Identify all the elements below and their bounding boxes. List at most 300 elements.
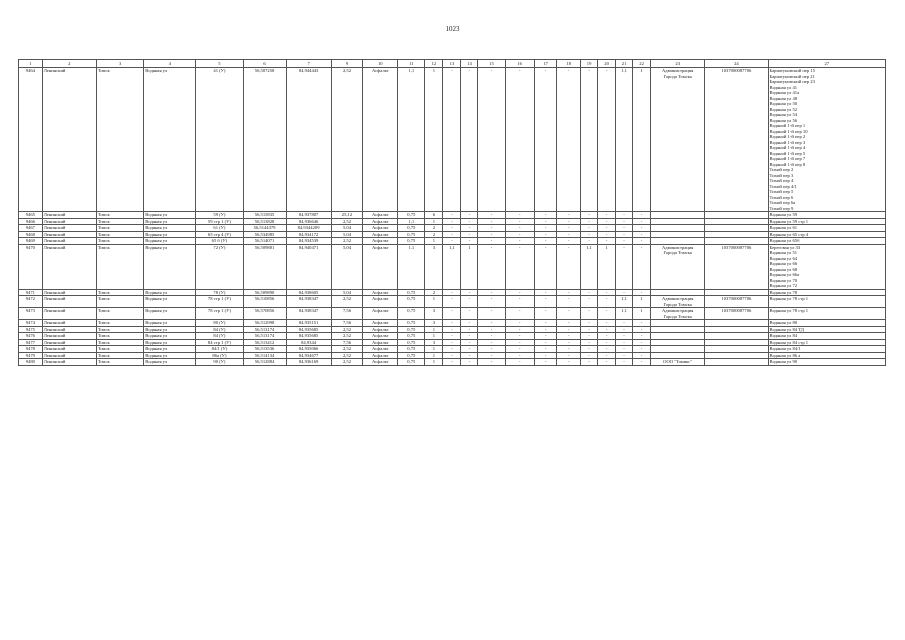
cell-line: Водяная ул 65 стр 4	[769, 231, 809, 237]
table-cell: 5,04	[331, 289, 363, 296]
table-cell: 2,52	[331, 326, 363, 333]
table-cell: -	[461, 339, 478, 346]
cell-line: Водяная ул 84	[769, 333, 798, 338]
cell-line: Водяная ул 59 стр 1	[769, 218, 809, 224]
table-cell: 1,1	[398, 218, 425, 225]
table-cell: Асфальт	[363, 333, 398, 340]
table-cell	[651, 296, 705, 308]
table-cell: -	[616, 231, 633, 238]
table-cell: -	[598, 326, 616, 333]
table-cell: -	[633, 346, 651, 353]
registry-table	[18, 59, 886, 366]
table-cell: Асфальт	[363, 238, 398, 245]
cell-line: Администрация	[661, 68, 694, 73]
table-cell: -	[598, 289, 616, 296]
table-cell: -	[505, 238, 534, 245]
table-cell: 9477	[19, 339, 43, 346]
cell-line: Водяная ул 65б	[769, 238, 800, 243]
table-cell: Водяная ул	[144, 244, 196, 289]
cell-line: Водяной 1-й пер 7	[769, 156, 806, 161]
cell-line: Тихий пер 2	[769, 167, 794, 172]
table-cell: 3	[425, 320, 443, 327]
table-cell: Ленинский	[42, 333, 96, 340]
table-cell: 1,1	[616, 68, 633, 212]
table-cell: -	[461, 308, 478, 320]
table-cell: 9480	[19, 359, 43, 366]
table-cell	[768, 244, 886, 289]
table-cell: Ленинский	[42, 231, 96, 238]
table-cell: 9473	[19, 308, 43, 320]
table-cell: -	[534, 333, 557, 340]
table-cell: -	[505, 308, 534, 320]
table-cell: -	[534, 320, 557, 327]
table-cell: 1,1	[616, 296, 633, 308]
table-cell: -	[478, 326, 505, 333]
table-cell: Томск	[96, 244, 143, 289]
cell-line: Бариатуновский пер 21	[769, 73, 815, 79]
table-cell: -	[581, 352, 598, 359]
column-header: 4	[144, 60, 196, 68]
table-cell: -	[598, 238, 616, 245]
table-cell: Ленинский	[42, 339, 96, 346]
cell-line: Водяная ул 78 стр 1	[769, 296, 809, 301]
table-cell: 56,513174	[243, 333, 286, 340]
table-cell: -	[616, 212, 633, 219]
table-cell: 1	[425, 296, 443, 308]
table-cell: -	[443, 238, 461, 245]
table-cell: -	[581, 218, 598, 225]
table-cell: -	[581, 212, 598, 219]
table-cell: 9479	[19, 352, 43, 359]
column-header: 14	[461, 60, 478, 68]
table-cell: -	[443, 333, 461, 340]
cell-line: Тихий пер 4/1	[769, 183, 797, 189]
cell-line: Водяной 1-й пер 4	[769, 145, 806, 150]
table-cell: -	[633, 218, 651, 225]
table-cell: 84,935151	[286, 320, 331, 327]
cell-line: Водяная ул 41	[769, 84, 798, 90]
table-cell: Асфальт	[363, 225, 398, 232]
table-cell	[651, 244, 705, 289]
table-cell: 56,513536	[243, 346, 286, 353]
table-cell: 56,512884	[243, 359, 286, 366]
cell-line: Города Томска	[663, 313, 692, 319]
table-cell: -	[633, 352, 651, 359]
table-cell: 0,75	[398, 346, 425, 353]
table-cell: 84 стр 1 (У)	[196, 339, 243, 346]
table-cell: 0,75	[398, 212, 425, 219]
table-cell: -	[581, 320, 598, 327]
table-cell: 61 (У)	[196, 225, 243, 232]
table-cell: -	[581, 339, 598, 346]
table-cell: -	[633, 320, 651, 327]
cell-line: Водяной 1-й пер 1	[769, 123, 806, 128]
table-cell: -	[443, 225, 461, 232]
cell-line: Водяная ул 41а	[769, 90, 800, 95]
cell-line: Тихий пер 5	[769, 189, 794, 194]
table-cell: 90 (У)	[196, 359, 243, 366]
table-cell: -	[616, 333, 633, 340]
table-cell: -	[443, 326, 461, 333]
column-header: 22	[633, 60, 651, 68]
table-cell: -	[478, 244, 505, 289]
table-cell	[705, 359, 768, 366]
table-cell: 1	[425, 333, 443, 340]
table-cell: -	[598, 212, 616, 219]
table-cell: -	[443, 289, 461, 296]
table-cell: 84,944443	[286, 68, 331, 212]
table-cell: 56,570856	[243, 308, 286, 320]
table-cell	[651, 308, 705, 320]
table-cell: 5,04	[331, 231, 363, 238]
cell-line: Администрация	[661, 308, 694, 313]
table-cell: 84,934539	[286, 238, 331, 245]
table-cell: -	[598, 339, 616, 346]
table-cell: 2,52	[331, 346, 363, 353]
table-cell: -	[534, 68, 557, 212]
table-cell: 0,75	[398, 308, 425, 320]
column-header: 13	[443, 60, 461, 68]
table-cell: 84,935685	[286, 326, 331, 333]
table-cell: -	[534, 289, 557, 296]
cell-line: Водяная ул 61	[769, 225, 798, 230]
table-cell: 65 стр 4 (У)	[196, 231, 243, 238]
table-cell: -	[633, 238, 651, 245]
table-cell: Асфальт	[363, 212, 398, 219]
table-cell: Томск	[96, 289, 143, 296]
table-cell: -	[557, 308, 581, 320]
table-cell: Томск	[96, 339, 143, 346]
table-cell: 86а (У)	[196, 352, 243, 359]
table-cell: -	[557, 68, 581, 212]
table-cell	[768, 296, 886, 308]
cell-line: Водяная ул 84 ТД	[769, 326, 804, 332]
table-cell: Водяная ул	[144, 359, 196, 366]
table-cell: Томск	[96, 231, 143, 238]
table-cell: 0,75	[398, 289, 425, 296]
table-cell: 1,1	[581, 244, 598, 289]
table-cell: 56,510856	[243, 296, 286, 308]
table-cell: -	[478, 333, 505, 340]
table-cell: -	[557, 326, 581, 333]
table-cell: -	[581, 231, 598, 238]
table-cell: -	[505, 289, 534, 296]
table-cell: 84,938347	[286, 296, 331, 308]
table-cell: 84 (У)	[196, 326, 243, 333]
table-cell: 0,75	[398, 333, 425, 340]
table-cell: 6	[425, 212, 443, 219]
table-cell: 84,935066	[286, 346, 331, 353]
table-cell: 84,935685	[286, 333, 331, 340]
table-cell: -	[534, 244, 557, 289]
table-cell: -	[534, 238, 557, 245]
table-cell: -	[633, 212, 651, 219]
table-cell: -	[505, 359, 534, 366]
table-cell: Томск	[96, 212, 143, 219]
cell-line: Водяной 1-й пер 2	[769, 134, 806, 139]
column-header: 18	[557, 60, 581, 68]
table-cell: -	[581, 308, 598, 320]
column-header: 1	[19, 60, 43, 68]
table-cell: -	[598, 218, 616, 225]
table-cell: Ленинский	[42, 68, 96, 212]
table-cell: 9475	[19, 326, 43, 333]
table-cell: 59 стр 1 (У)	[196, 218, 243, 225]
table-cell: -	[557, 218, 581, 225]
table-cell: 2,52	[331, 68, 363, 212]
table-cell: 78 стр 1 (У)	[196, 296, 243, 308]
table-cell: Водяная ул	[144, 231, 196, 238]
column-header: 2	[42, 60, 96, 68]
cell-line: Администрация	[661, 296, 694, 301]
table-cell: -	[461, 218, 478, 225]
table-cell: -	[534, 231, 557, 238]
table-cell: Асфальт	[363, 346, 398, 353]
cell-line: Водяная ул 78 стр 1	[769, 308, 809, 313]
cell-line: Тихий пер 9	[769, 205, 794, 211]
table-cell: -	[557, 289, 581, 296]
table-cell: -	[478, 212, 505, 219]
table-cell: -	[461, 326, 478, 333]
table-cell: -	[598, 320, 616, 327]
table-cell: -	[557, 339, 581, 346]
table-cell: Томск	[96, 308, 143, 320]
table-cell: -	[633, 244, 651, 289]
table-cell: -	[598, 68, 616, 212]
table-cell: -	[505, 352, 534, 359]
table-cell: -	[557, 225, 581, 232]
table-cell: 9465	[19, 212, 43, 219]
table-cell: 3	[425, 308, 443, 320]
table-cell: 78 стр 1 (У)	[196, 308, 243, 320]
table-cell: Томск	[96, 296, 143, 308]
table-cell: Водяная ул	[144, 352, 196, 359]
table-cell: 56,534985	[243, 231, 286, 238]
column-header: 27	[768, 60, 886, 68]
table-cell: 9467	[19, 225, 43, 232]
page-number: 1023	[445, 25, 460, 33]
table-cell: 1	[425, 326, 443, 333]
table-cell: -	[461, 212, 478, 219]
cell-line: Администрация	[661, 244, 694, 250]
table-cell: 5,04	[331, 244, 363, 289]
table-cell: Ленинский	[42, 212, 96, 219]
table-cell: -	[557, 231, 581, 238]
table-cell: -	[557, 212, 581, 219]
table-cell: 3	[425, 244, 443, 289]
table-cell: 9470	[19, 244, 43, 289]
table-cell: 1	[425, 238, 443, 245]
table-cell: 0,75	[398, 320, 425, 327]
cell-line: Водяная ул 51	[769, 250, 798, 255]
table-cell: -	[557, 359, 581, 366]
table-cell: 84,934677	[286, 352, 331, 359]
cell-line: Водяной 1-й пер 10	[769, 128, 808, 134]
table-cell: Ленинский	[42, 326, 96, 333]
table-cell: Водяная ул	[144, 296, 196, 308]
table-cell: -	[581, 333, 598, 340]
table-cell: 9474	[19, 320, 43, 327]
cell-line: Бариатуновский пер 23	[769, 79, 815, 84]
table-cell: 84,9344209	[286, 225, 331, 232]
cell-line: Водяная ул 48	[769, 95, 798, 101]
table-cell: -	[505, 68, 534, 212]
table-cell: -	[505, 320, 534, 327]
column-header: 24	[705, 60, 768, 68]
cell-line: Водяная ул 68	[769, 266, 798, 272]
table-cell: -	[505, 212, 534, 219]
table-cell: Ленинский	[42, 308, 96, 320]
cell-line: Водяной 1-й пер 8	[769, 161, 806, 167]
cell-line: Водяная ул 54	[769, 112, 798, 117]
table-cell: -	[598, 333, 616, 340]
table-cell: -	[557, 346, 581, 353]
cell-line: Водяная ул 64	[769, 255, 798, 261]
table-cell: 84,9344	[286, 339, 331, 346]
table-cell: 9476	[19, 333, 43, 340]
column-header: 23	[651, 60, 705, 68]
table-cell: 2,52	[331, 218, 363, 225]
table-cell: 56,515835	[243, 212, 286, 219]
table-cell: 0,75	[398, 296, 425, 308]
cell-line: Водяная ул 66а	[769, 272, 800, 277]
table-cell: 1	[425, 359, 443, 366]
table-cell: 0,75	[398, 352, 425, 359]
table-cell: 56,513174	[243, 326, 286, 333]
table-cell	[768, 68, 886, 212]
table-cell: -	[616, 225, 633, 232]
table-cell: Томск	[96, 359, 143, 366]
table-cell: 0,75	[398, 231, 425, 238]
table-cell: -	[505, 339, 534, 346]
table-cell: Водяная ул	[144, 225, 196, 232]
table-cell: -	[443, 320, 461, 327]
cell-line: Водяная ул 70	[769, 277, 798, 283]
table-cell: -	[478, 68, 505, 212]
table-cell: Асфальт	[363, 326, 398, 333]
column-header: 10	[363, 60, 398, 68]
cell-line: Водяная ул 50	[769, 101, 798, 106]
table-cell: -	[478, 296, 505, 308]
cell-line: Водяной 1-й пер 3	[769, 139, 806, 145]
table-cell: -	[633, 225, 651, 232]
table-cell: 1,1	[398, 68, 425, 212]
table-cell: -	[633, 359, 651, 366]
table-cell: Водяная ул	[144, 238, 196, 245]
table-cell: -	[557, 333, 581, 340]
table-cell: Томск	[96, 320, 143, 327]
table-cell: 9472	[19, 296, 43, 308]
table-cell	[768, 359, 886, 366]
table-cell: 2,52	[331, 352, 363, 359]
table-cell: -	[598, 352, 616, 359]
table-cell: -	[461, 320, 478, 327]
table-cell: -	[443, 346, 461, 353]
table-cell: -	[557, 296, 581, 308]
table-cell: 2	[425, 225, 443, 232]
table-cell: 7,56	[331, 339, 363, 346]
table-cell: 2,52	[331, 238, 363, 245]
table-cell: -	[616, 359, 633, 366]
table-cell: -	[443, 359, 461, 366]
table-cell: -	[534, 346, 557, 353]
table-cell: Ленинский	[42, 238, 96, 245]
table-cell: -	[534, 359, 557, 366]
cell-line: Водяная ул 72	[769, 283, 798, 288]
table-cell: 0,75	[398, 339, 425, 346]
table-cell: -	[557, 352, 581, 359]
table-cell: Асфальт	[363, 68, 398, 212]
table-cell: -	[443, 231, 461, 238]
table-cell: Ленинский	[42, 296, 96, 308]
table-cell: -	[505, 346, 534, 353]
table-cell: 1,1	[398, 244, 425, 289]
table-cell: Ленинский	[42, 346, 96, 353]
table-cell: -	[505, 244, 534, 289]
table-cell: 84,937807	[286, 212, 331, 219]
table-cell: 56,509881	[243, 244, 286, 289]
table-cell: 1037000087706	[705, 308, 768, 320]
table-cell: -	[443, 339, 461, 346]
table-cell: -	[633, 333, 651, 340]
table-cell: 41 (У)	[196, 68, 243, 212]
table-cell: -	[581, 359, 598, 366]
table-cell: -	[461, 352, 478, 359]
table-cell: -	[557, 238, 581, 245]
column-header: 16	[505, 60, 534, 68]
table-cell: Асфальт	[363, 296, 398, 308]
table-cell: -	[616, 218, 633, 225]
table-cell: -	[633, 326, 651, 333]
table-cell: -	[598, 225, 616, 232]
table-cell: 84,934172	[286, 231, 331, 238]
table-cell: Асфальт	[363, 339, 398, 346]
table-cell: 5,04	[331, 225, 363, 232]
table-cell: 7,56	[331, 320, 363, 327]
table-cell: 1037000087706	[705, 244, 768, 289]
cell-line: Водяная ул 86 а	[769, 352, 801, 358]
table-cell: -	[478, 352, 505, 359]
table-cell: Водяная ул	[144, 289, 196, 296]
table-cell: -	[534, 218, 557, 225]
table-cell: -	[478, 346, 505, 353]
table-cell: 2	[425, 231, 443, 238]
table-cell: 25,12	[331, 212, 363, 219]
table-cell: -	[478, 238, 505, 245]
table-cell: -	[598, 308, 616, 320]
table-cell: -	[461, 238, 478, 245]
cell-line: Тихий пер 4	[769, 178, 794, 183]
table-cell: Асфальт	[363, 218, 398, 225]
table-cell: -	[478, 225, 505, 232]
table-cell: 2,52	[331, 296, 363, 308]
table-cell: 1	[425, 346, 443, 353]
table-cell: Ленинский	[42, 320, 96, 327]
table-cell: 2,52	[331, 359, 363, 366]
table-cell: -	[534, 296, 557, 308]
table-cell: -	[581, 289, 598, 296]
table-cell: Томск	[96, 346, 143, 353]
cell-line: Водяная ул 59	[769, 212, 798, 217]
table-cell: Томск	[96, 238, 143, 245]
table-cell: -	[598, 296, 616, 308]
table-cell: 9471	[19, 289, 43, 296]
cell-line: Береговая ул 33	[769, 244, 801, 250]
table-cell: -	[616, 339, 633, 346]
column-header: 5	[196, 60, 243, 68]
table-cell: ООО "Томикс"	[651, 359, 705, 366]
table-cell: 3	[425, 339, 443, 346]
